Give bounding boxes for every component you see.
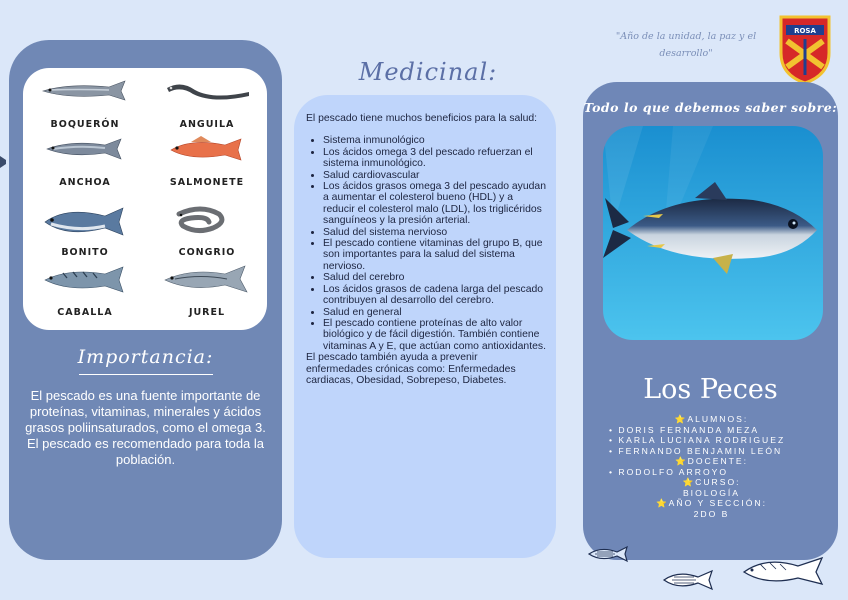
fish-item xyxy=(25,76,145,132)
fish-name: CONGRIO xyxy=(178,247,236,258)
fish-item xyxy=(147,134,267,190)
section-value: 2DO B xyxy=(693,508,730,519)
student-name: • KARLA LUCIANA RODRIGUEZ xyxy=(609,435,786,445)
list-item: • Los ácidos grasos de cadena larga del pescado contribuyen al desarrollo del cerebro. xyxy=(323,284,546,307)
importance-text: El pescado es una fuente importante de proteínas, vitaminas, minerales y ácidos grasos poliinsaturados, como el omega 3. El pescado es recomendado para toda la población. xyxy=(25,388,266,467)
anchovy-fish-icon xyxy=(39,134,131,164)
fish-item xyxy=(25,264,145,320)
crest-text: ROSA xyxy=(794,27,816,35)
student-name: • DORIS FERNANDA MEZA xyxy=(609,424,760,435)
teacher-name: • RODOLFO ARROYO xyxy=(609,466,729,477)
list-item: • Sistema inmunológico xyxy=(323,135,546,146)
eel-icon xyxy=(161,76,253,106)
importance-heading: Importancia: xyxy=(77,346,214,368)
medicinal-panel xyxy=(294,95,556,558)
fish-name: CABALLA xyxy=(57,307,113,318)
mackerel-icon xyxy=(39,264,131,294)
cover-panel xyxy=(583,82,838,560)
credits-block xyxy=(599,414,824,519)
list-item: • Los ácidos grasos omega 3 del pescado ayudan a aumentar el colesterol bueno (HDL) y a reducir el colesterol malo (LDL), los triglicéridos sanguíneos y la presión arterial. xyxy=(323,181,546,227)
fish-item xyxy=(25,134,145,190)
medicinal-intro: El pescado tiene muchos beneficios para la salud: xyxy=(306,113,538,124)
list-item: • Salud del sistema nervioso xyxy=(323,227,546,238)
students-label: ⭐ALUMNOS: xyxy=(674,414,749,424)
fish-item xyxy=(147,76,267,132)
conger-eel-icon xyxy=(161,204,253,238)
fish-doodle-icon xyxy=(587,544,631,564)
horse-mackerel-icon xyxy=(161,264,253,294)
benefits-list xyxy=(306,135,546,352)
list-item: • Salud cardiovascular xyxy=(323,170,546,181)
fish-item xyxy=(147,264,267,320)
medicinal-content xyxy=(306,113,546,386)
medicinal-closing: El pescado también ayuda a prevenir enfermedades crónicas como: Enfermedades cardiacas, Obesidad, Sobrepeso, Diabetes. xyxy=(306,352,516,386)
fish-name: JUREL xyxy=(188,307,226,318)
course-label: ⭐CURSO: xyxy=(682,477,741,487)
list-item: • Los ácidos omega 3 del pescado refuerzan el sistema inmunológico. xyxy=(323,147,546,170)
anchovy-fish-icon xyxy=(39,76,131,106)
fish-name: BOQUERÓN xyxy=(50,119,120,130)
section-label: ⭐AÑO Y SECCIÓN: xyxy=(655,498,768,508)
school-crest-icon xyxy=(777,13,833,85)
list-item: • El pescado contiene proteínas de alto valor biológico y de fácil digestión. También contiene vitaminas A y E, que actúan como antioxidantes. xyxy=(323,318,546,352)
list-item: • El pescado contiene vitaminas del grupo B, que son importantes para la salud del sistema nervioso. xyxy=(323,238,546,272)
year-motto: "Año de la unidad, la paz y el desarrollo" xyxy=(615,31,757,59)
medicinal-title: Medicinal: xyxy=(358,58,498,86)
fish-name: BONITO xyxy=(61,247,109,258)
tuna-fish-image xyxy=(603,126,823,340)
bonito-fish-icon xyxy=(39,204,131,238)
cover-heading: Todo lo que debemos saber sobre: xyxy=(583,100,838,115)
fish-tail-doodle-icon xyxy=(0,152,8,172)
tuna-photo xyxy=(603,126,823,340)
fish-doodle-icon xyxy=(738,554,828,588)
fish-item xyxy=(25,204,145,260)
course-name: BIOLOGÍA xyxy=(682,487,741,498)
list-item: • Salud en general xyxy=(323,307,546,318)
list-item: • Salud del cerebro xyxy=(323,272,546,283)
left-panel xyxy=(9,40,282,560)
fish-doodle-icon xyxy=(660,568,716,592)
fish-name: SALMONETE xyxy=(169,177,245,188)
fish-identification-card xyxy=(23,68,267,330)
fish-item xyxy=(147,204,267,260)
teacher-label: ⭐DOCENTE: xyxy=(674,456,749,466)
fish-name: ANGUILA xyxy=(179,119,235,130)
student-name: • FERNANDO BENJAMIN LEÓN xyxy=(609,445,783,456)
red-mullet-icon xyxy=(161,134,253,164)
heading-underline xyxy=(79,374,213,375)
brochure-title: Los Peces xyxy=(643,374,778,405)
fish-name: ANCHOA xyxy=(59,177,111,188)
